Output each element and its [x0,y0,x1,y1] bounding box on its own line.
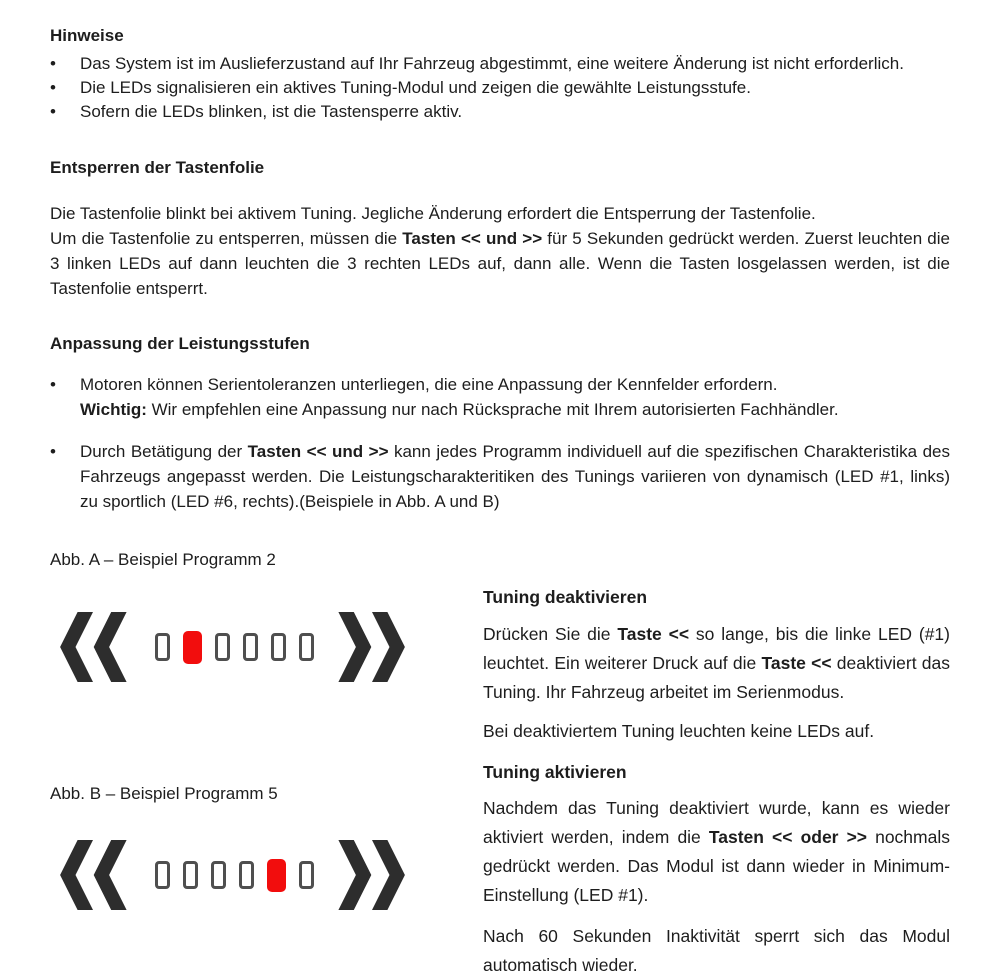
double-chevron-left-icon [55,840,131,910]
list-item [50,439,950,514]
text-segment: Drücken Sie die [483,624,618,644]
led-indicator [215,633,230,661]
list-item [50,372,950,422]
bullet-text: Das System ist im Auslieferzustand auf Ihr Fahrzeug abgestimmt, eine weitere Änderung ist nicht erforderlich. [80,54,904,73]
figure-b-label: Abb. B – Beispiel Programm 5 [50,784,278,803]
figure-a-led-display [55,612,483,682]
led-indicator [211,861,226,889]
led-row [155,631,314,664]
double-chevron-right-icon [334,840,410,910]
bullet-text: Die LEDs signalisieren ein aktives Tuning-Modul und zeigen die gewählte Leistungsstufe. [80,78,751,97]
figure-b-led-display [55,840,483,910]
deaktivieren-note: Bei deaktiviertem Tuning leuchten keine LEDs auf. [483,721,875,741]
bullet-text: Sofern die LEDs blinken, ist die Tastensperre aktiv. [80,102,463,121]
bullet-marker: • [50,442,56,461]
aktivieren-paragraph [483,794,950,910]
text-segment: Um die Tastenfolie zu entsperren, müssen die [50,229,403,248]
led-indicator [299,861,314,889]
figure-a-label: Abb. A – Beispiel Programm 2 [50,550,276,569]
bullet-text [80,439,950,514]
wichtig-bold-text: Wichtig: [80,400,147,419]
aktivieren-note: Nach 60 Sekunden Inaktivität sperrt sich das Modul automatisch wieder. [483,926,950,975]
led-indicator [183,861,198,889]
figures-column [50,550,483,980]
double-chevron-left-icon [55,612,131,682]
led-indicator [299,633,314,661]
paragraph-text [50,226,950,301]
section-title-entsperren: Entsperren der Tastenfolie [50,158,265,177]
bullet-text [80,372,950,422]
two-column-area [50,550,950,980]
text-segment: Nachdem das Tuning deaktiviert wurde, kann es wieder aktiviert werden, indem die [483,798,950,847]
text-segment: kann jedes Programm individuell auf die spezifischen Charakteristika des Fahrzeugs angepasst werden. Die Leistungscharakteritiken des Tunings variieren von dynamisch (LED #1, links) zu sportlich (LED #6, rechts).(Beispiele in Abb. A und B) [80,442,950,511]
bullet-marker: • [50,102,56,121]
led-indicator [271,633,286,661]
led-indicator [243,633,258,661]
list-item [50,52,950,76]
tuning-text-column [483,550,950,980]
bullet-marker: • [50,54,56,73]
led-indicator [239,861,254,889]
entsperren-paragraph [50,201,950,301]
text-segment: für 5 Sekunden gedrückt werden. Zuerst leuchten die 3 linken LEDs auf dann leuchten die 3 rechten LEDs auf, dann alle. Wenn die Tasten losgelassen werden, ist die Tastenfolie entsperrt. [50,229,950,298]
text-segment: Wir empfehlen eine Anpassung nur nach Rücksprache mit Ihrem autorisierten Fachhändler. [146,400,839,419]
led-indicator [155,861,170,889]
text-segment: Durch Betätigung der [80,442,248,461]
deaktivieren-paragraph [483,620,950,707]
double-chevron-right-icon [334,612,410,682]
text-segment: Motoren können Serientoleranzen unterliegen, die eine Anpassung der Kennfelder erfordern. [80,375,778,394]
text-segment: nochmals gedrückt werden. Das Modul ist dann wieder in Minimum-Einstellung (LED #1). [483,827,950,905]
text-segment: so lange, bis die linke LED (#1) leuchtet. Ein weiterer Druck auf die [483,624,950,673]
paragraph-line: Die Tastenfolie blinkt bei aktivem Tuning. Jegliche Änderung erfordert die Entsperrung der Tastenfolie. [50,204,816,223]
keys-bold-text: Tasten << oder >> [708,827,868,847]
section-title-anpassung: Anpassung der Leistungsstufen [50,334,310,353]
list-item [50,76,950,100]
led-indicator-active [267,859,286,892]
hinweise-bullet-list [50,52,950,124]
led-row [155,859,314,892]
keys-bold-text: Tasten << und >> [247,442,389,461]
led-indicator [155,633,170,661]
section-title-deaktivieren: Tuning deaktivieren [483,587,648,607]
keys-bold-text: Tasten << und >> [402,229,543,248]
section-title-hinweise: Hinweise [50,26,124,45]
bullet-marker: • [50,78,56,97]
text-segment: deaktiviert das Tuning. Ihr Fahrzeug arbeitet im Serienmodus. [483,653,950,702]
section-title-aktivieren: Tuning aktivieren [483,762,627,782]
keys-bold-text: Taste << [761,653,832,673]
anpassung-bullet-list [50,372,950,514]
led-indicator-active [183,631,202,664]
list-item [50,100,950,124]
bullet-marker: • [50,375,56,394]
keys-bold-text: Taste << [617,624,690,644]
